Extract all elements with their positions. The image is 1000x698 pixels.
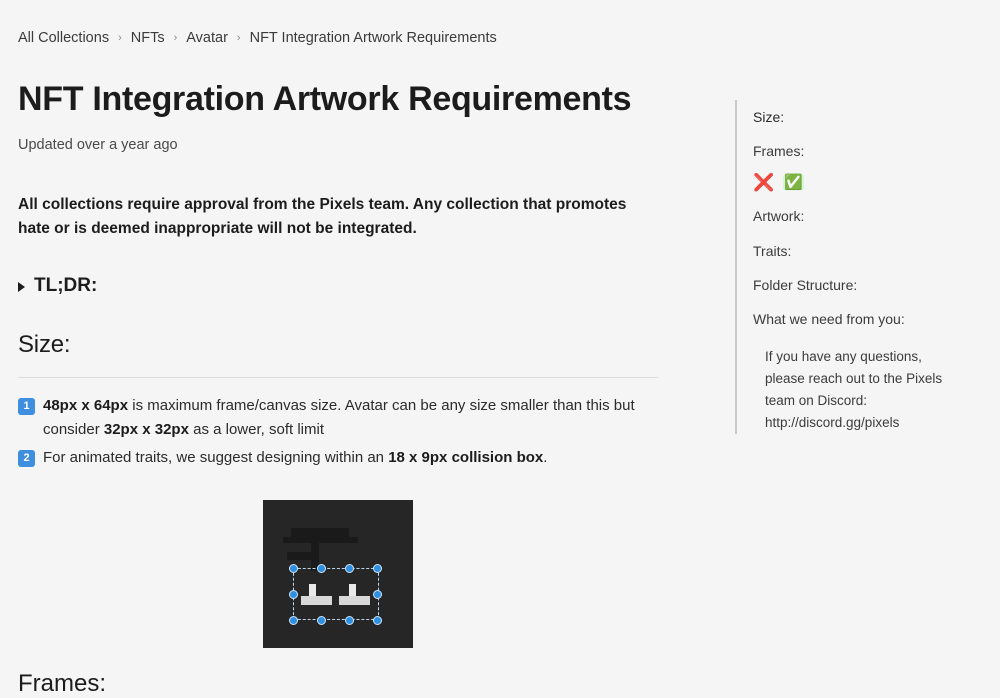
toc-contact-note: If you have any questions, please reach out to the Pixels team on Discord: http://discord.gg/pixels bbox=[765, 349, 943, 430]
chevron-right-icon bbox=[18, 282, 25, 292]
list-item-bold: 32px x 32px bbox=[103, 421, 189, 439]
list-item-bold: 48px x 64px bbox=[43, 397, 129, 415]
toc-status-icons bbox=[753, 168, 980, 199]
artwork-example-image[interactable] bbox=[263, 500, 413, 648]
list-number-badge: 2 bbox=[18, 450, 35, 467]
page-title: NFT Integration Artwork Requirements bbox=[18, 80, 632, 118]
breadcrumb-item-avatar[interactable]: Avatar bbox=[186, 30, 228, 46]
toc-item-what-we-need[interactable]: What we need from you: bbox=[753, 310, 905, 327]
list-item bbox=[18, 394, 658, 443]
breadcrumb-separator-icon: › bbox=[173, 32, 178, 44]
toc-item-traits[interactable]: Traits: bbox=[753, 242, 792, 259]
selection-handle[interactable] bbox=[345, 564, 354, 573]
selection-handle[interactable] bbox=[345, 616, 354, 625]
sprite-shape bbox=[283, 537, 358, 543]
breadcrumb-item-all-collections[interactable]: All Collections bbox=[18, 30, 110, 46]
selection-handle[interactable] bbox=[317, 564, 326, 573]
list-item-text bbox=[43, 446, 658, 470]
sprite-shape bbox=[287, 552, 313, 560]
updated-timestamp: Updated over a year ago bbox=[18, 137, 178, 154]
size-requirements-list bbox=[18, 394, 658, 470]
selection-handle[interactable] bbox=[373, 590, 382, 599]
breadcrumb-item-nfts[interactable]: NFTs bbox=[130, 30, 165, 46]
selection-handle[interactable] bbox=[317, 616, 326, 625]
selection-box[interactable] bbox=[293, 568, 379, 620]
list-item-bold: 18 x 9px collision box bbox=[388, 448, 544, 466]
sprite-shape bbox=[291, 528, 349, 537]
section-heading-size: Size: bbox=[18, 331, 71, 359]
list-item-plain: For animated traits, we suggest designing within an bbox=[43, 448, 389, 466]
toc-item-folder-structure[interactable]: Folder Structure: bbox=[753, 276, 858, 293]
list-item-plain: . bbox=[543, 448, 548, 466]
breadcrumb-item-current: NFT Integration Artwork Requirements bbox=[249, 30, 497, 46]
list-item-plain: is maximum frame/canvas size. Avatar can be any size smaller than this but consider bbox=[43, 397, 635, 439]
table-of-contents bbox=[735, 100, 980, 434]
list-item-plain: as a lower, soft limit bbox=[188, 421, 324, 439]
article-content bbox=[18, 80, 678, 698]
approval-notice: All collections require approval from the Pixels team. Any collection that promotes hate or is deemed inappropriate will not be integrated. bbox=[18, 196, 627, 238]
toc-item-size[interactable]: Size: bbox=[753, 109, 785, 125]
cross-mark-icon: ❌ bbox=[753, 173, 775, 193]
tldr-toggle[interactable] bbox=[18, 275, 678, 297]
selection-handle[interactable] bbox=[373, 564, 382, 573]
selection-handle[interactable] bbox=[289, 564, 298, 573]
list-number-badge: 1 bbox=[18, 398, 35, 415]
selection-handle[interactable] bbox=[289, 616, 298, 625]
tldr-label: TL;DR: bbox=[34, 275, 98, 297]
check-mark-icon: ✅ bbox=[784, 174, 803, 192]
section-heading-frames: Frames: bbox=[18, 670, 107, 698]
breadcrumb-separator-icon: › bbox=[236, 32, 241, 44]
toc-item-frames[interactable]: Frames: bbox=[753, 143, 805, 160]
breadcrumb-separator-icon: › bbox=[118, 32, 122, 44]
divider bbox=[18, 377, 658, 378]
list-item-text bbox=[43, 394, 658, 443]
selection-handle[interactable] bbox=[289, 590, 298, 599]
breadcrumb bbox=[18, 30, 497, 46]
toc-item-artwork[interactable]: Artwork: bbox=[753, 208, 805, 225]
selection-handle[interactable] bbox=[373, 616, 382, 625]
list-item bbox=[18, 446, 658, 470]
